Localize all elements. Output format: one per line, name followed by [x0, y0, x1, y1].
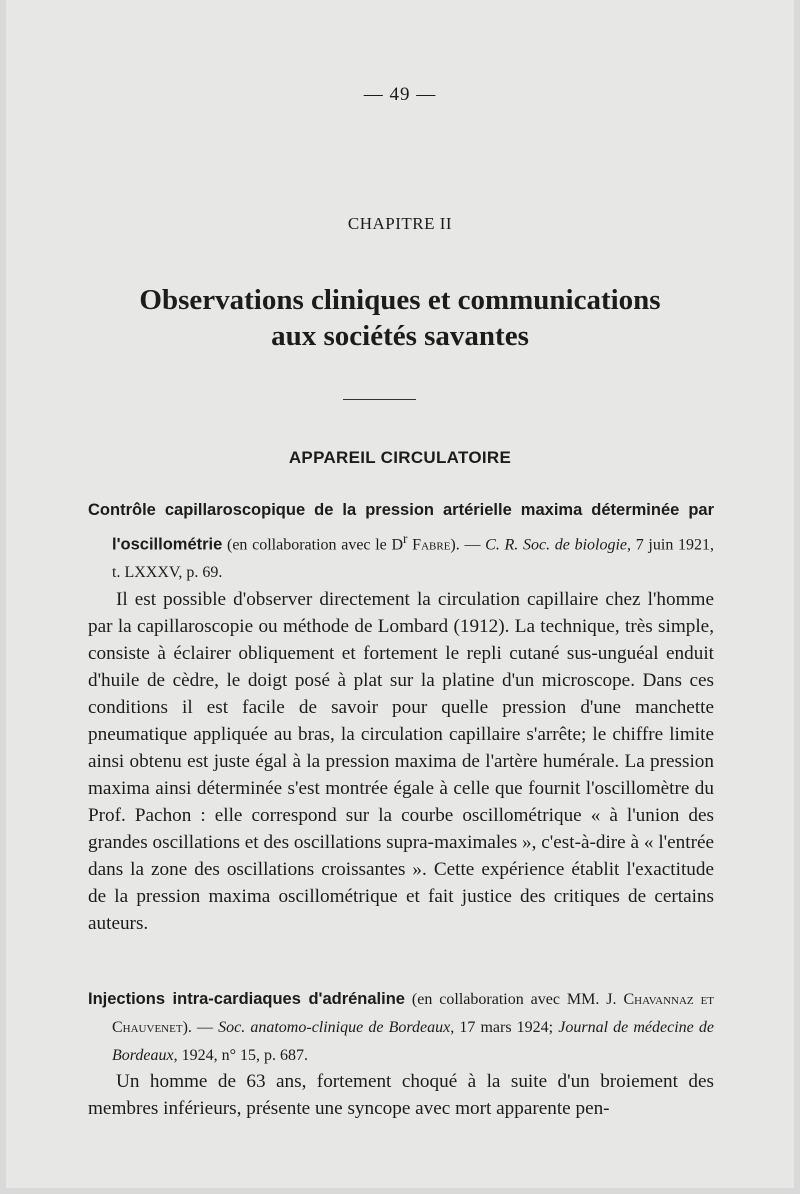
paragraph-2-text: Un homme de 63 ans, fortement choqué à la suite d'un broiement des membres inférieurs, présente une syncope avec mort apparente pen- — [88, 1071, 714, 1119]
reference-1-details: , 7 juin 1921, t. LXXXV, p. 69. — [112, 536, 715, 582]
section-heading: APPAREIL CIRCULATOIRE — [288, 448, 512, 467]
chapter-label: CHAPITRE II — [347, 214, 453, 233]
chapter-title-line-1: Observations cliniques et communications — [139, 284, 661, 316]
title-divider — [343, 399, 416, 400]
reference-entry-2 — [88, 985, 714, 1070]
reference-2-title: Injections intra-cardiaques d'adrénaline — [88, 990, 405, 1008]
reference-2-journal-2: Journal de médecine de Bordeaux — [112, 1019, 715, 1064]
reference-1-collab: (en collaboration avec le D — [222, 536, 404, 554]
reference-entry-1 — [88, 496, 714, 587]
body-paragraph-2 — [88, 1068, 714, 1122]
reference-2-separator: ). — — [182, 1019, 219, 1036]
paragraph-1-text: Il est possible d'observer directement la circulation capillaire chez l'homme par la capillaroscopie ou méthode de Lombard (1912). La technique, très simple, consiste à éclairer obliquement et fortement le repli cutané sus-unguéal enduit d'huile de cèdre, le doigt posé à plat sur la platine d'un microscope. Dans ces conditions il est facile de savoir pour quelle pression d'une manchette pneumatique appliquée au bras, la circulation capillaire s'arrête; le chiffre limite ainsi obtenu est juste égal à la pression maxima de l'artère humérale. La pression maxima ainsi déterminée s'est montrée égale à celle que fournit l'oscillomètre du Prof. Pachon : elle correspond sur la courbe oscillométrique « à l'union des grandes oscillations et des oscillations supra-maximales », c'est-à-dire à « l'entrée dans la zone des oscillations croissantes ». Cette expérience établit l'exactitude de la pression maxima oscillométrique et fait justice des critiques de certains auteurs. — [88, 589, 714, 934]
reference-2-details-1: , 17 mars 1924; — [450, 1019, 559, 1036]
reference-2-collab: (en collaboration avec MM. — [404, 991, 607, 1008]
document-page — [6, 0, 794, 1188]
chapter-title — [66, 282, 734, 354]
reference-2-details-2: , 1924, n° 15, p. 687. — [173, 1047, 309, 1064]
chapter-title-line-2: aux sociétés savantes — [271, 320, 529, 352]
reference-1-collab-sup: r — [403, 531, 408, 546]
reference-1-journal: C. R. Soc. de biologie — [485, 536, 628, 554]
page-number: — 49 — — [363, 84, 437, 105]
reference-2-authors: J. Chavannaz et Chauvenet — [112, 991, 715, 1036]
reference-1-separator: ). — — [450, 536, 486, 554]
reference-1-author: Fabre — [407, 536, 451, 554]
reference-1-title: Contrôle capillaroscopique de la pression artérielle maxima déterminée par l'oscillométrie — [88, 501, 714, 554]
reference-2-journal-1: Soc. anatomo-clinique de Bordeaux — [218, 1019, 451, 1036]
body-paragraph-1 — [88, 586, 714, 937]
